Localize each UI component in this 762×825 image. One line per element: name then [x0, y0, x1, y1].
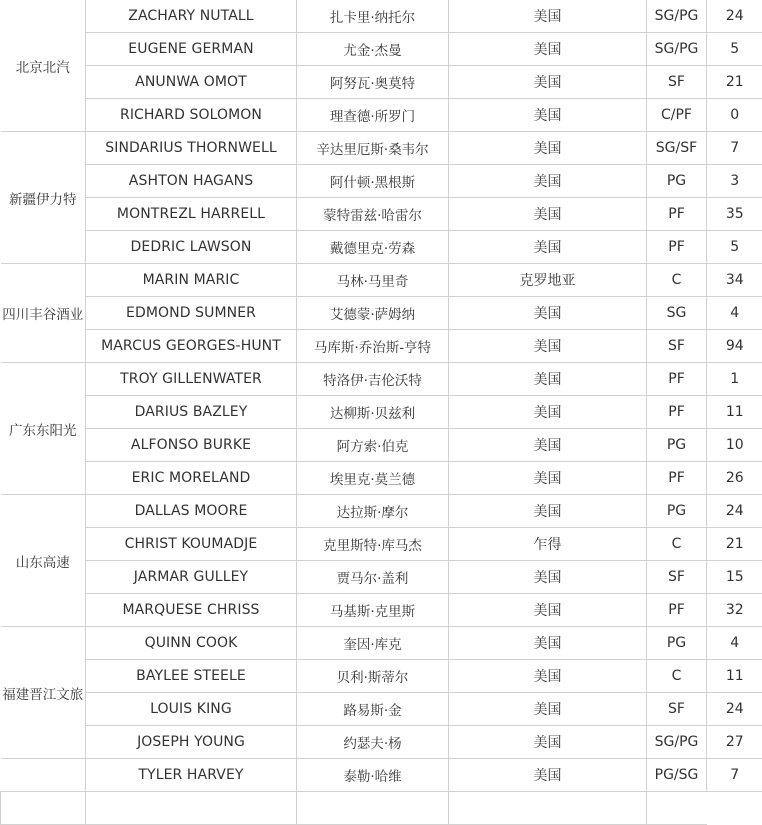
- player-number: 32: [707, 594, 762, 627]
- player-position: PF: [647, 363, 707, 396]
- player-country: 美国: [449, 693, 647, 726]
- table-row: [1, 495, 762, 528]
- player-chinese-name: 约瑟夫·杨: [297, 726, 449, 759]
- player-country: 乍得: [449, 528, 647, 561]
- player-english-name: MONTREZL HARRELL: [86, 198, 297, 231]
- table-row: [1, 66, 762, 99]
- empty-cell: [1, 792, 86, 825]
- player-number: 27: [707, 726, 762, 759]
- table-body: [1, 0, 762, 825]
- player-english-name: MARCUS GEORGES-HUNT: [86, 330, 297, 363]
- table-row: [1, 33, 762, 66]
- player-position: SF: [647, 66, 707, 99]
- table-row: [1, 429, 762, 462]
- player-country: 克罗地亚: [449, 264, 647, 297]
- player-number: 7: [707, 759, 762, 792]
- player-position: SG/PG: [647, 726, 707, 759]
- player-chinese-name: 马库斯·乔治斯-亨特: [297, 330, 449, 363]
- player-english-name: TROY GILLENWATER: [86, 363, 297, 396]
- table-row: [1, 165, 762, 198]
- table-row: [1, 264, 762, 297]
- empty-cell: [449, 792, 647, 825]
- player-english-name: ANUNWA OMOT: [86, 66, 297, 99]
- player-number: 4: [707, 297, 762, 330]
- player-country: 美国: [449, 66, 647, 99]
- player-position: PF: [647, 462, 707, 495]
- player-position: PG: [647, 429, 707, 462]
- player-english-name: ERIC MORELAND: [86, 462, 297, 495]
- player-position: PF: [647, 231, 707, 264]
- player-number: 0: [707, 99, 762, 132]
- player-english-name: ZACHARY NUTALL: [86, 0, 297, 33]
- player-english-name: EUGENE GERMAN: [86, 33, 297, 66]
- team-name-cell: [1, 759, 86, 792]
- player-position: SG/PG: [647, 0, 707, 33]
- player-chinese-name: 辛达里厄斯·桑韦尔: [297, 132, 449, 165]
- player-number: 21: [707, 66, 762, 99]
- player-chinese-name: 阿什顿·黑根斯: [297, 165, 449, 198]
- player-position: PF: [647, 396, 707, 429]
- table-row: [1, 594, 762, 627]
- player-position: SG/PG: [647, 33, 707, 66]
- player-number: 24: [707, 0, 762, 33]
- player-position: PG: [647, 495, 707, 528]
- player-chinese-name: 克里斯特·库马杰: [297, 528, 449, 561]
- player-number: 15: [707, 561, 762, 594]
- table-row: [1, 132, 762, 165]
- table-row: [1, 660, 762, 693]
- player-english-name: RICHARD SOLOMON: [86, 99, 297, 132]
- player-number: 24: [707, 495, 762, 528]
- player-position: PG/SG: [647, 759, 707, 792]
- player-chinese-name: 阿方索·伯克: [297, 429, 449, 462]
- team-name-cell: 福建晋江文旅: [1, 627, 86, 759]
- player-position: C/PF: [647, 99, 707, 132]
- player-position: C: [647, 660, 707, 693]
- player-position: SF: [647, 693, 707, 726]
- player-english-name: QUINN COOK: [86, 627, 297, 660]
- player-position: PG: [647, 165, 707, 198]
- player-country: 美国: [449, 660, 647, 693]
- player-country: 美国: [449, 165, 647, 198]
- player-english-name: MARIN MARIC: [86, 264, 297, 297]
- player-number: 26: [707, 462, 762, 495]
- table-row: [1, 726, 762, 759]
- player-english-name: BAYLEE STEELE: [86, 660, 297, 693]
- player-position: SG/SF: [647, 132, 707, 165]
- player-english-name: TYLER HARVEY: [86, 759, 297, 792]
- player-number: 34: [707, 264, 762, 297]
- player-number: 11: [707, 396, 762, 429]
- player-english-name: JARMAR GULLEY: [86, 561, 297, 594]
- player-chinese-name: 贝利·斯蒂尔: [297, 660, 449, 693]
- player-country: 美国: [449, 726, 647, 759]
- player-country: 美国: [449, 429, 647, 462]
- player-position: SF: [647, 330, 707, 363]
- player-english-name: SINDARIUS THORNWELL: [86, 132, 297, 165]
- player-number: 21: [707, 528, 762, 561]
- player-english-name: ASHTON HAGANS: [86, 165, 297, 198]
- table-row-partial: [1, 792, 762, 825]
- player-country: 美国: [449, 132, 647, 165]
- player-position: C: [647, 264, 707, 297]
- table-row: [1, 759, 762, 792]
- player-english-name: LOUIS KING: [86, 693, 297, 726]
- player-position: PF: [647, 198, 707, 231]
- table-row: [1, 198, 762, 231]
- team-name-cell: 山东高速: [1, 495, 86, 627]
- player-country: 美国: [449, 33, 647, 66]
- player-chinese-name: 蒙特雷兹·哈雷尔: [297, 198, 449, 231]
- player-chinese-name: 达拉斯·摩尔: [297, 495, 449, 528]
- player-country: 美国: [449, 561, 647, 594]
- table-row: [1, 231, 762, 264]
- team-name-cell: 新疆伊力特: [1, 132, 86, 264]
- table-row: [1, 396, 762, 429]
- player-country: 美国: [449, 396, 647, 429]
- player-chinese-name: 奎因·库克: [297, 627, 449, 660]
- player-english-name: MARQUESE CHRISS: [86, 594, 297, 627]
- empty-cell: [297, 792, 449, 825]
- player-number: 4: [707, 627, 762, 660]
- team-name-cell: 四川丰谷酒业: [1, 264, 86, 363]
- player-number: 5: [707, 33, 762, 66]
- player-chinese-name: 扎卡里·纳托尔: [297, 0, 449, 33]
- player-country: 美国: [449, 462, 647, 495]
- player-number: 11: [707, 660, 762, 693]
- team-name-cell: 北京北汽: [1, 0, 86, 132]
- player-number: 5: [707, 231, 762, 264]
- player-country: 美国: [449, 297, 647, 330]
- player-english-name: EDMOND SUMNER: [86, 297, 297, 330]
- player-chinese-name: 戴德里克·劳森: [297, 231, 449, 264]
- player-number: 3: [707, 165, 762, 198]
- player-country: 美国: [449, 198, 647, 231]
- player-number: 10: [707, 429, 762, 462]
- table-row: [1, 561, 762, 594]
- player-chinese-name: 马基斯·克里斯: [297, 594, 449, 627]
- table-row: [1, 693, 762, 726]
- player-english-name: CHRIST KOUMADJE: [86, 528, 297, 561]
- player-country: 美国: [449, 627, 647, 660]
- player-number: 35: [707, 198, 762, 231]
- table-row: [1, 528, 762, 561]
- player-chinese-name: 贾马尔·盖利: [297, 561, 449, 594]
- player-chinese-name: 达柳斯·贝兹利: [297, 396, 449, 429]
- table-row: [1, 297, 762, 330]
- empty-cell: [647, 792, 707, 825]
- player-chinese-name: 阿努瓦·奥莫特: [297, 66, 449, 99]
- player-english-name: DEDRIC LAWSON: [86, 231, 297, 264]
- player-position: C: [647, 528, 707, 561]
- player-english-name: ALFONSO BURKE: [86, 429, 297, 462]
- player-chinese-name: 泰勒·哈维: [297, 759, 449, 792]
- table-row: [1, 462, 762, 495]
- player-position: PF: [647, 594, 707, 627]
- player-country: 美国: [449, 0, 647, 33]
- team-name-cell: 广东东阳光: [1, 363, 86, 495]
- player-english-name: DALLAS MOORE: [86, 495, 297, 528]
- table-row: [1, 99, 762, 132]
- player-chinese-name: 理查德·所罗门: [297, 99, 449, 132]
- player-number: 1: [707, 363, 762, 396]
- table-row: [1, 363, 762, 396]
- player-country: 美国: [449, 330, 647, 363]
- player-position: SF: [647, 561, 707, 594]
- table-row: [1, 330, 762, 363]
- player-number: 94: [707, 330, 762, 363]
- player-country: 美国: [449, 363, 647, 396]
- player-chinese-name: 马林·马里奇: [297, 264, 449, 297]
- empty-cell: [86, 792, 297, 825]
- player-country: 美国: [449, 594, 647, 627]
- player-country: 美国: [449, 495, 647, 528]
- player-country: 美国: [449, 759, 647, 792]
- player-number: 7: [707, 132, 762, 165]
- player-chinese-name: 尤金·杰曼: [297, 33, 449, 66]
- player-chinese-name: 艾德蒙·萨姆纳: [297, 297, 449, 330]
- player-english-name: DARIUS BAZLEY: [86, 396, 297, 429]
- player-number: 24: [707, 693, 762, 726]
- table-row: [1, 0, 762, 33]
- table-row: [1, 627, 762, 660]
- player-country: 美国: [449, 231, 647, 264]
- player-chinese-name: 特洛伊·吉伦沃特: [297, 363, 449, 396]
- player-position: SG: [647, 297, 707, 330]
- player-chinese-name: 埃里克·莫兰德: [297, 462, 449, 495]
- player-country: 美国: [449, 99, 647, 132]
- player-position: PG: [647, 627, 707, 660]
- player-chinese-name: 路易斯·金: [297, 693, 449, 726]
- player-english-name: JOSEPH YOUNG: [86, 726, 297, 759]
